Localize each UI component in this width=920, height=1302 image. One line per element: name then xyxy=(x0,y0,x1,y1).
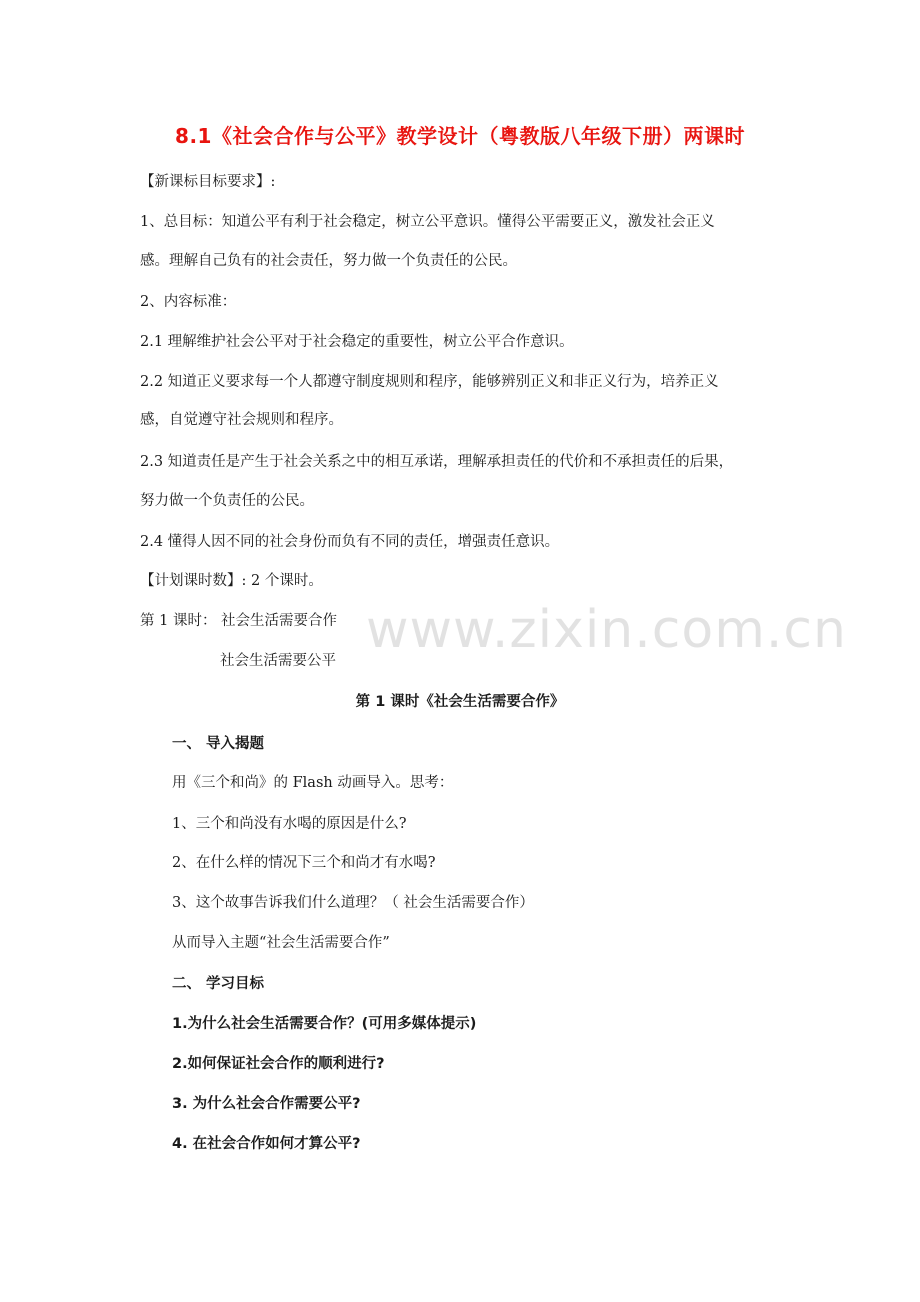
section-2-heading: 二、 学习目标 xyxy=(172,976,265,992)
objective-2: 2.如何保证社会合作的顺利进行? xyxy=(172,1056,385,1072)
document-title: 8.1《社会合作与公平》教学设计（粤教版八年级下册）两课时 xyxy=(175,124,745,148)
objective-3: 3. 为什么社会合作需要公平? xyxy=(172,1096,361,1112)
standard-2-2-line-2: 感，自觉遵守社会规则和程序。 xyxy=(140,412,343,428)
lesson-2-plan: 社会生活需要公平 xyxy=(220,653,336,669)
label-curriculum-goals: 【新课标目标要求】: xyxy=(140,174,276,190)
question-3: 3、这个故事告诉我们什么道理？（ 社会生活需要合作） xyxy=(172,895,534,911)
lesson-1-heading: 第 1 课时《社会生活需要合作》 xyxy=(355,694,565,710)
standard-2-2-line-1: 2.2 知道正义要求每一个人都遵守制度规则和程序，能够辨别正义和非正义行为，培养正义 xyxy=(140,374,719,390)
watermark: www.zixin.com.cn xyxy=(366,600,847,660)
standard-2-1: 2.1 理解维护社会公平对于社会稳定的重要性，树立公平合作意识。 xyxy=(140,334,574,350)
question-1: 1、三个和尚没有水喝的原因是什么? xyxy=(172,816,407,832)
intro-text: 用《三个和尚》的 Flash 动画导入。思考： xyxy=(172,775,454,791)
standard-2-3-line-1: 2.3 知道责任是产生于社会关系之中的相互承诺，理解承担责任的代价和不承担责任的后果， xyxy=(140,454,734,470)
standard-2-4: 2.4 懂得人因不同的社会身份而负有不同的责任，增强责任意识。 xyxy=(140,534,560,550)
objective-1: 1.为什么社会生活需要合作？(可用多媒体提示) xyxy=(172,1016,477,1032)
content-standards-heading: 2、内容标准： xyxy=(140,294,237,310)
lesson-1-plan: 第 1 课时： 社会生活需要合作 xyxy=(140,613,338,629)
overall-goal-line-1: 1、总目标：知道公平有利于社会稳定，树立公平意识。懂得公平需要正义，激发社会正义 xyxy=(140,214,715,230)
standard-2-3-line-2: 努力做一个负责任的公民。 xyxy=(140,493,314,509)
question-2: 2、在什么样的情况下三个和尚才有水喝? xyxy=(172,855,436,871)
planned-hours: 【计划课时数】: 2 个课时。 xyxy=(140,573,323,589)
objective-4: 4. 在社会合作如何才算公平? xyxy=(172,1136,361,1152)
overall-goal-line-2: 感。理解自己负有的社会责任，努力做一个负责任的公民。 xyxy=(140,253,517,269)
intro-conclusion: 从而导入主题“社会生活需要合作” xyxy=(172,935,390,951)
section-1-heading: 一、 导入揭题 xyxy=(172,736,265,752)
